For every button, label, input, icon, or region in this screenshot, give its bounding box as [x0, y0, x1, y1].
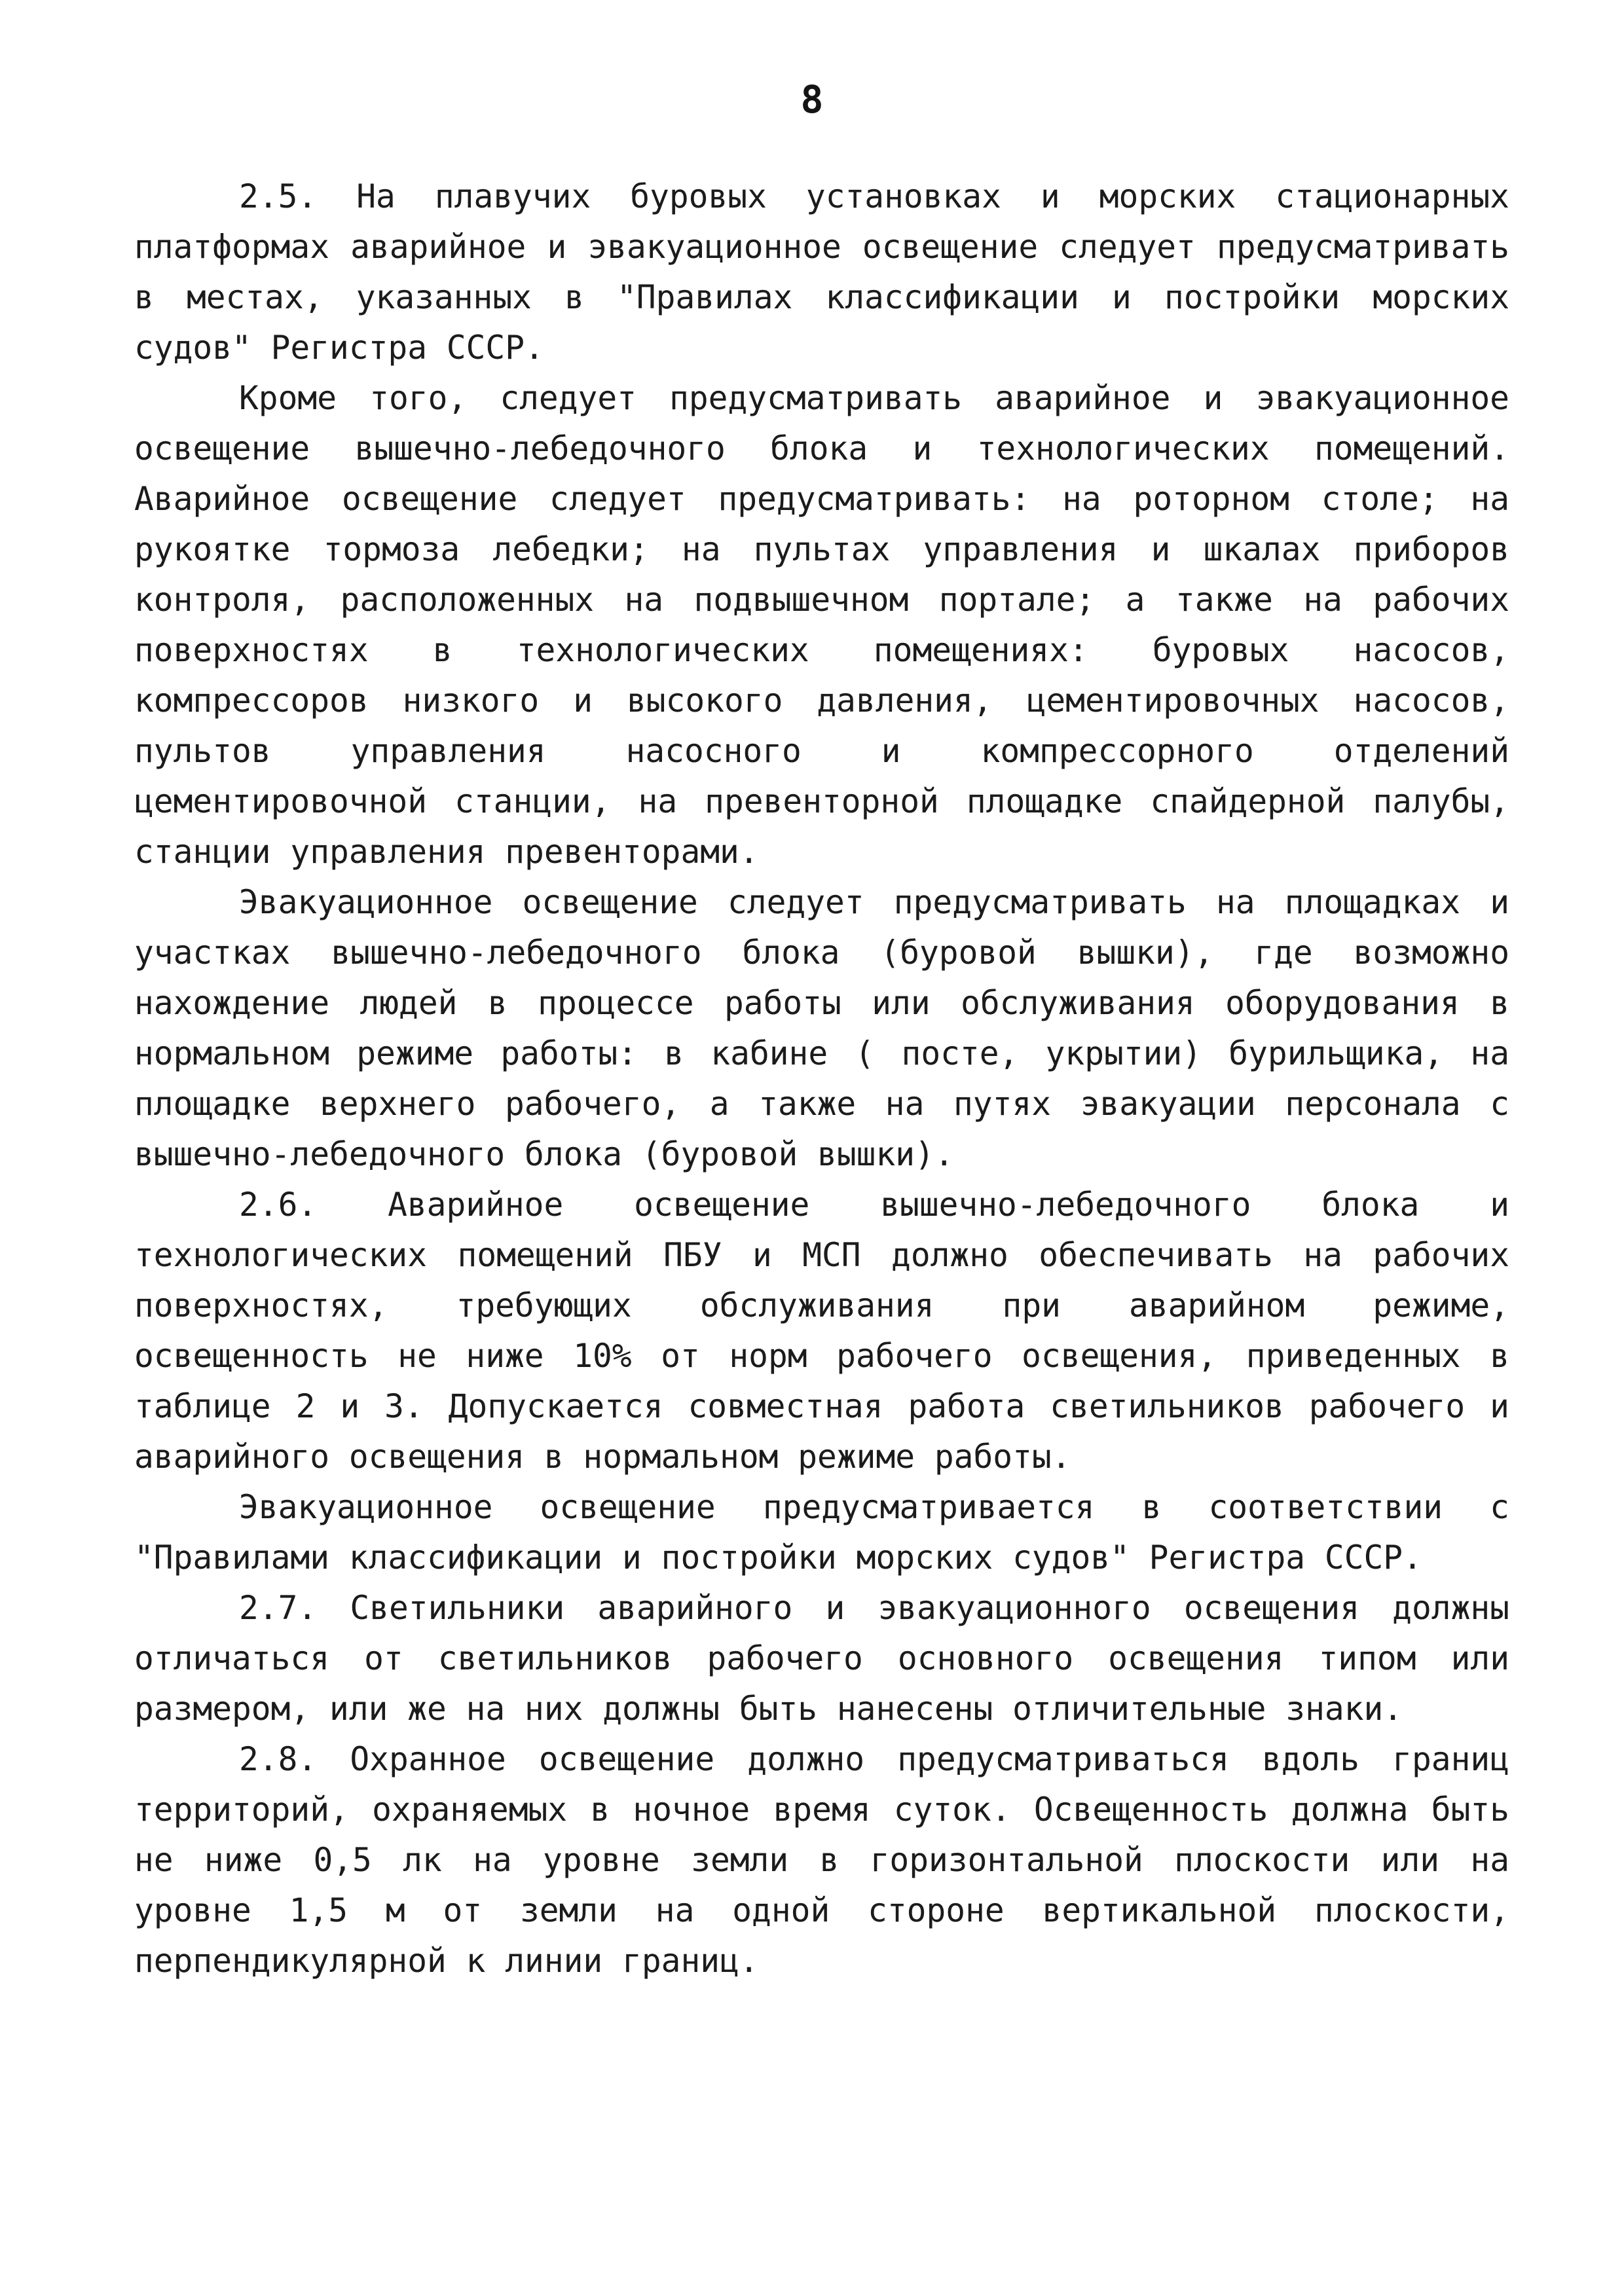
paragraph-2-5: 2.5. На плавучих буровых установках и морских стационарных платформах аварийное и эвакуационное освещение следует предусматривать в местах, указанных в "Правилах классификации и постройки морских судов" Регистра СССР.: [134, 177, 1509, 367]
paragraph-2-6-evacuation: Эвакуационное освещение предусматривается в соответствии с "Правилами классификации и постройки морских судов" Регистра СССР.: [134, 1488, 1509, 1576]
paragraph-2-5-additional: Кроме того, следует предусматривать аварийное и эвакуационное освещение вышечно-лебедочного блока и технологических помещений. Аварийное освещение следует предусматривать: на роторном столе; на рукоятке тормоза лебедки; на пультах управления и шкалах приборов контроля, расположенных на подвышечном портале; а также на рабочих поверхностях в технологических помещениях: буровых насосов, компрессоров низкого и высокого давления, цементировочных насосов, пультов управления насосного и компрессорного отделений цементировочной станции, на превенторной площадке спайдерной палубы, станции управления превенторами.: [134, 379, 1509, 871]
page-number: 8: [800, 77, 824, 122]
paragraph-2-7: 2.7. Светильники аварийного и эвакуационного освещения должны отличаться от светильников рабочего основного освещения типом или размером, или же на них должны быть нанесены отличительные знаки.: [134, 1589, 1509, 1728]
paragraph-2-5-evacuation: Эвакуационное освещение следует предусматривать на площадках и участках вышечно-лебедочного блока (буровой вышки), где возможно нахождение людей в процессе работы или обслуживания оборудования в нормальном режиме работы: в кабине ( посте, укрытии) бурильщика, на площадке верхнего рабочего, а также на путях эвакуации персонала с вышечно-лебедочного блока (буровой вышки).: [134, 883, 1509, 1173]
paragraph-2-8: 2.8. Охранное освещение должно предусматриваться вдоль границ территорий, охраняемых в ночное время суток. Освещенность должна быть не ниже 0,5 лк на уровне земли в горизонтальной плоскости или на уровне 1,5 м от земли на одной стороне вертикальной плоскости, перпендикулярной к линии границ.: [134, 1740, 1509, 1980]
document-body: [134, 172, 1509, 1986]
paragraph-2-6: 2.6. Аварийное освещение вышечно-лебедочного блока и технологических помещений ПБУ и МСП должно обеспечивать на рабочих поверхностях, требующих обслуживания при аварийном режиме, освещенность не ниже 10% от норм рабочего освещения, приведенных в таблице 2 и 3. Допускается совместная работа светильников рабочего и аварийного освещения в нормальном режиме работы.: [134, 1186, 1509, 1476]
